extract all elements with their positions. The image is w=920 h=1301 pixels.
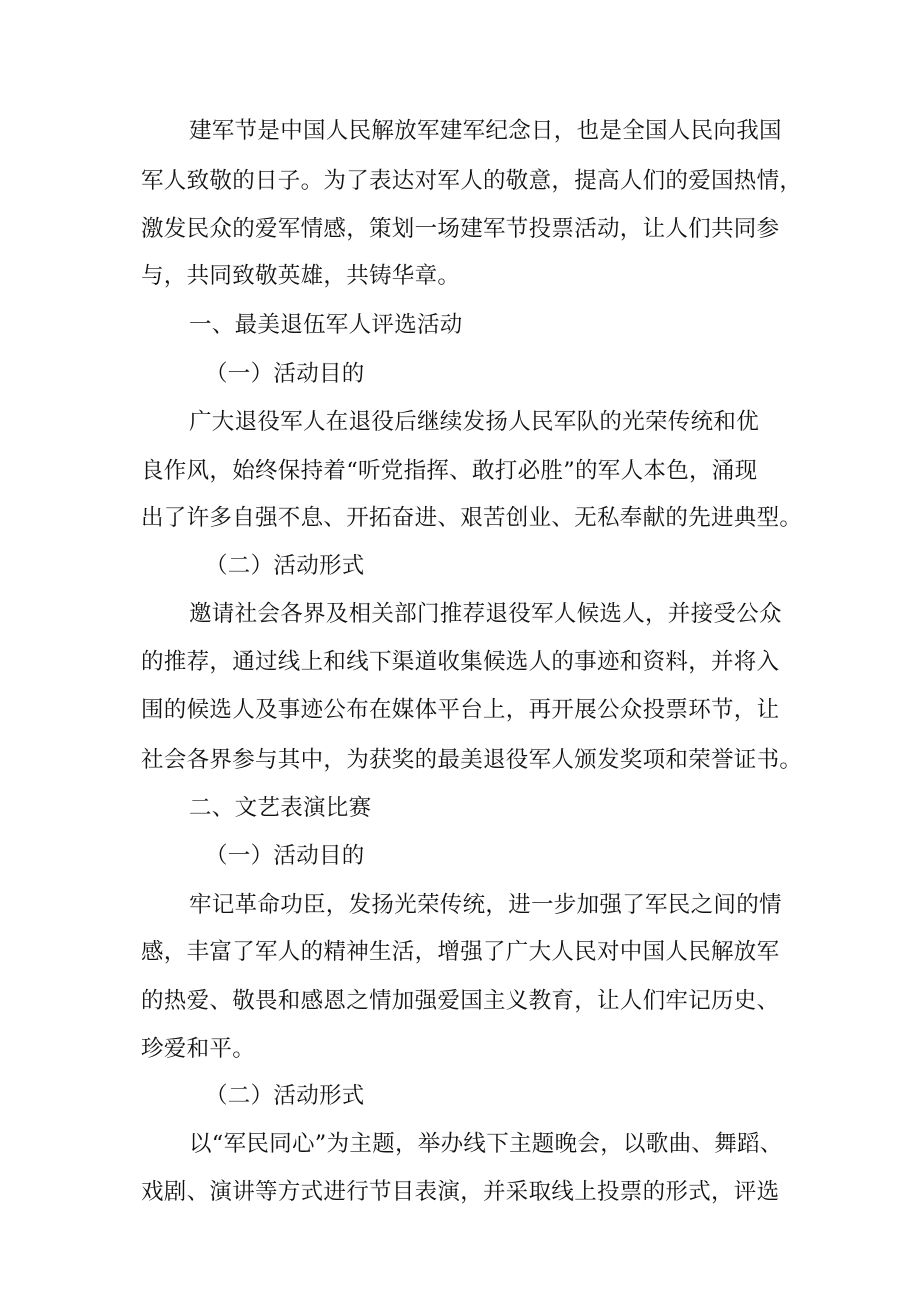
section2-heading: 二、文艺表演比赛: [189, 795, 372, 821]
section2-sub1-line-1: 牢记革命功臣，发扬光荣传统，进一步加强了军民之间的情: [189, 892, 782, 918]
section1-sub2-heading: （二）活动形式: [205, 553, 365, 579]
section1-sub2-line-3: 围的候选人及事迹公布在媒体平台上，再开展公众投票环节，让: [141, 697, 780, 723]
section2-sub1-heading: （一）活动目的: [205, 843, 365, 869]
section2-sub2-line-1: 以“军民同心”为主题，举办线下主题晚会，以歌曲、舞蹈、: [189, 1131, 783, 1157]
section1-sub2-line-1: 邀请社会各界及相关部门推荐退役军人候选人，并接受公众: [189, 601, 782, 627]
section2-sub1-line-3: 的热爱、敬畏和感恩之情加强爱国主义教育，让人们牢记历史、: [141, 988, 780, 1014]
intro-line-1: 建军节是中国人民解放军建军纪念日，也是全国人民向我国: [189, 118, 782, 144]
section2-sub2-line-2: 戏剧、演讲等方式进行节目表演，并采取线上投票的形式，评选: [141, 1179, 780, 1205]
section1-sub2-line-4: 社会各界参与其中，为获奖的最美退役军人颁发奖项和荣誉证书。: [141, 747, 803, 773]
section1-sub2-line-2: 的推荐，通过线上和线下渠道收集候选人的事迹和资料，并将入: [141, 649, 780, 675]
section1-sub1-line-3: 出了许多自强不息、开拓奋进、艰苦创业、无私奉献的先进典型。: [141, 505, 803, 531]
intro-line-4: 与，共同致敬英雄，共铸华章。: [141, 263, 461, 289]
section2-sub1-line-2: 感，丰富了军人的精神生活，增强了广大人民对中国人民解放军: [141, 939, 780, 965]
section1-sub1-line-1: 广大退役军人在退役后继续发扬人民军队的光荣传统和优: [189, 409, 760, 435]
section1-sub1-line-2: 良作风，始终保持着“听党指挥、敢打必胜”的军人本色，涌现: [141, 458, 758, 484]
section2-sub2-heading: （二）活动形式: [205, 1083, 365, 1109]
section2-sub1-line-4: 珍爱和平。: [141, 1036, 256, 1062]
section1-heading: 一、最美退伍军人评选活动: [189, 312, 463, 338]
intro-line-2: 军人致敬的日子。为了表达对军人的敬意，提高人们的爱国热情，: [141, 168, 803, 194]
section1-sub1-heading: （一）活动目的: [205, 361, 365, 387]
intro-line-3: 激发民众的爱军情感，策划一场建军节投票活动，让人们共同参: [141, 216, 780, 242]
